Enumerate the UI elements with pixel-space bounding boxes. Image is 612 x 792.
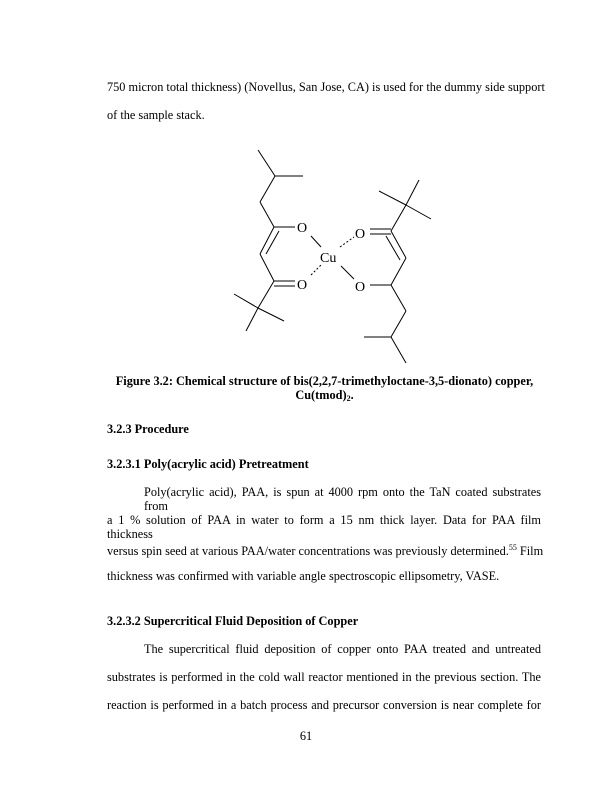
body-text-line: 750 micron total thickness) (Novellus, San Jose, CA) is used for the dummy side support bbox=[107, 80, 545, 94]
page-number: 61 bbox=[299, 729, 313, 743]
chemical-structure-figure bbox=[220, 140, 440, 370]
reference-superscript: 55 bbox=[508, 543, 517, 552]
body-text-line: reaction is performed in a batch process and precursor conversion is near complete for bbox=[107, 698, 541, 712]
section-heading: 3.2.3 Procedure bbox=[107, 422, 189, 436]
body-text-line: of the sample stack. bbox=[107, 108, 205, 122]
oxygen-atom-label: O bbox=[297, 278, 308, 293]
figure-caption-line: $Cu(tmod)_2$. bbox=[295, 388, 354, 403]
subsection-heading: 3.2.3.1 Poly(acrylic acid) Pretreatment bbox=[107, 457, 309, 471]
oxygen-atom-label: O bbox=[355, 227, 366, 242]
body-text-line: a 1 % solution of PAA in water to form a 15 nm thick layer. Data for PAA film thickness bbox=[107, 513, 541, 541]
body-text-line: thickness was confirmed with variable angle spectroscopic ellipsometry, VASE. bbox=[107, 569, 500, 583]
body-text-line: The supercritical fluid deposition of copper onto PAA treated and untreated bbox=[144, 642, 541, 656]
copper-atom-label: Cu bbox=[320, 251, 337, 266]
figure-caption-line: Figure 3.2: Chemical structure of bis(2,2,7-trimethyloctane-3,5-dionato) copper, bbox=[115, 374, 534, 388]
body-text-line: versus spin seed at various PAA/water concentrations was previously determined.$^{55}$ Film bbox=[107, 543, 544, 558]
oxygen-atom-label: O bbox=[355, 280, 366, 295]
body-text-line: Poly(acrylic acid), PAA, is spun at 4000 rpm onto the TaN coated substrates from bbox=[144, 485, 541, 513]
body-text-line: substrates is performed in the cold wall reactor mentioned in the previous section. The bbox=[107, 670, 541, 684]
oxygen-atom-label: O bbox=[297, 221, 308, 236]
subsection-heading: 3.2.3.2 Supercritical Fluid Deposition of Copper bbox=[107, 614, 359, 628]
